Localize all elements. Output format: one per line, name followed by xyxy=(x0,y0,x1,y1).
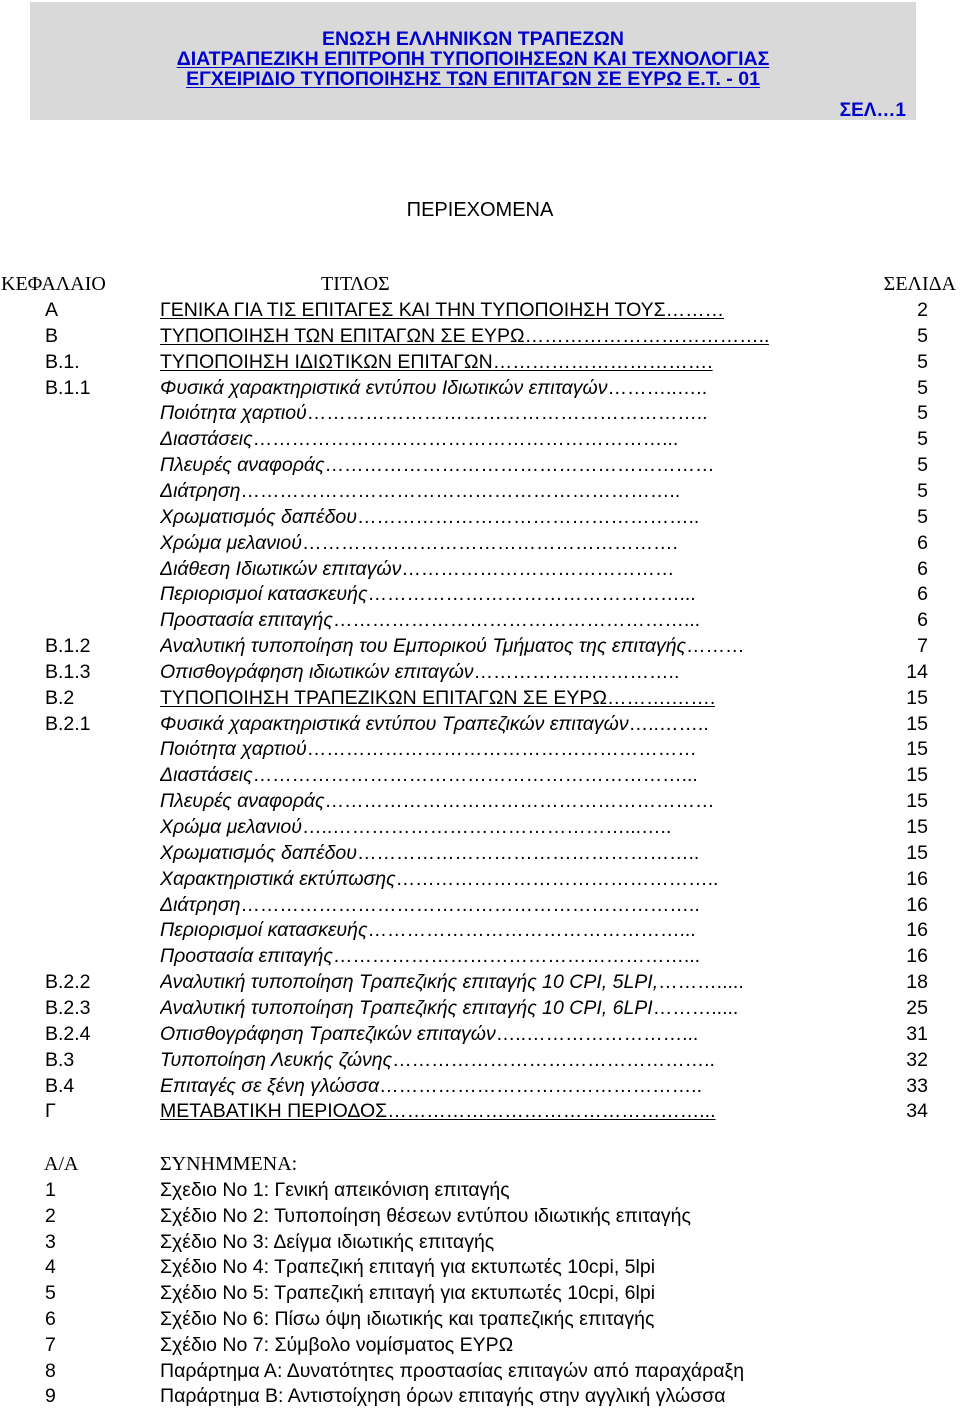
toc-leader-dots: …………………………………………………… xyxy=(324,454,715,477)
toc-title-text: Χρωματισμός δαπέδου xyxy=(160,505,357,528)
list-item xyxy=(0,1280,960,1306)
table-row xyxy=(0,478,960,504)
toc-title xyxy=(160,452,714,478)
toc-page-number: 5 xyxy=(917,479,928,502)
toc-leader-dots: …………………………………………………… xyxy=(306,738,697,761)
toc-title-text: Διαστάσεις xyxy=(160,764,253,787)
toc-leader-dots: …………………………………………... xyxy=(367,919,696,942)
toc-code: Β.1. xyxy=(45,350,80,373)
toc-title-text: Αναλυτική τυποποίηση Τραπεζικής επιταγής 10 CPI, 6LPI xyxy=(160,996,653,1019)
toc-title xyxy=(160,762,698,788)
attachment-title: Σχέδιο Νο 3: Δείγμα ιδιωτικής επιταγής xyxy=(160,1230,495,1253)
toc-title xyxy=(160,736,697,762)
attachment-number: 4 xyxy=(45,1256,56,1279)
attachment-title: Σχέδιο Νο 2: Τυποποίηση θέσεων εντύπου ιδιωτικής επιταγής xyxy=(160,1204,691,1227)
toc-title-text: Διαστάσεις xyxy=(160,428,253,451)
header-committee: ΔΙΑΤΡΑΠΕΖΙΚΗ ΕΠΙΤΡΟΠΗ ΤΥΠΟΠΟΙΗΣΕΩΝ ΚΑΙ ΤΕΧΝΟΛΟΓΙΑΣ xyxy=(176,48,770,70)
toc-page-number: 16 xyxy=(906,945,928,968)
toc-title-text: Τυποποίηση Λευκής ζώνης xyxy=(160,1048,393,1071)
list-item xyxy=(0,1383,960,1409)
table-row xyxy=(0,814,960,840)
toc-title xyxy=(160,866,718,892)
attachment-number: 5 xyxy=(45,1282,56,1305)
toc-page-number: 5 xyxy=(917,454,928,477)
table-row xyxy=(0,426,960,452)
toc-title xyxy=(160,969,744,995)
toc-title-text: Αναλυτική τυποποίηση Τραπεζικής επιταγής 10 CPI, 5LPI, xyxy=(160,971,659,994)
toc-code: Β.2.4 xyxy=(45,1022,91,1045)
column-header-page: ΣΕΛΙΔΑ xyxy=(883,273,956,295)
toc-code: Β xyxy=(45,324,59,347)
table-row xyxy=(0,788,960,814)
toc-leader-dots: ……… xyxy=(665,299,725,321)
toc-title xyxy=(160,840,699,866)
toc-leader-dots: …………………………………………………….. xyxy=(306,402,708,425)
toc-title-text: ΓΕΝΙΚΑ ΓΙΑ ΤΙΣ ΕΠΙΤΑΓΕΣ ΚΑΙ ΤΗΝ ΤΥΠΟΠΟΙΗΣΗ ΤΟΥΣ xyxy=(160,299,666,321)
toc-page-number: 2 xyxy=(917,299,928,321)
table-row xyxy=(0,556,960,582)
toc-title-text: Οπισθογράφηση Τραπεζικών επιταγών xyxy=(160,1022,496,1045)
toc-page-number: 15 xyxy=(906,686,928,709)
toc-title xyxy=(160,581,696,607)
toc-title-text: Φυσικά χαρακτηριστικά εντύπου Τραπεζικών επιταγών xyxy=(160,712,629,735)
toc-page-number: 6 xyxy=(917,609,928,632)
table-row xyxy=(0,995,960,1021)
header-page-number: ΣΕΛ…1 xyxy=(839,100,906,121)
toc-leader-dots: …………………………………………………………….. xyxy=(240,893,700,916)
toc-leader-dots: ………………………………………………………... xyxy=(252,428,679,451)
toc-leader-dots: ………………………………………….. xyxy=(395,867,719,890)
table-row xyxy=(0,633,960,659)
toc-title-text: Διάτρηση xyxy=(160,893,241,916)
toc-code: Β.2.3 xyxy=(45,996,91,1019)
toc-page-number: 32 xyxy=(906,1048,928,1071)
toc-title xyxy=(160,323,769,349)
toc-page-number: 15 xyxy=(906,841,928,864)
table-row xyxy=(0,323,960,349)
toc-page-number: 16 xyxy=(906,919,928,942)
toc-page-number: 31 xyxy=(906,1022,928,1045)
table-row xyxy=(0,892,960,918)
list-item xyxy=(0,1229,960,1255)
toc-title xyxy=(160,530,678,556)
table-row xyxy=(0,1098,960,1124)
toc-title-text: Προστασία επιταγής xyxy=(160,609,333,632)
toc-leader-dots: ……………………………. xyxy=(492,350,713,373)
toc-page-number: 5 xyxy=(917,402,928,425)
toc-title-text: Φυσικά χαρακτηριστικά εντύπου Ιδιωτικών επιταγών xyxy=(160,376,608,399)
table-row xyxy=(0,762,960,788)
toc-title-text: Χρώμα μελανιού xyxy=(160,816,302,838)
toc-leader-dots: …..………………………………………...….. xyxy=(301,816,672,838)
table-row xyxy=(0,1047,960,1073)
toc-page-number: 15 xyxy=(906,816,928,838)
table-row xyxy=(0,969,960,995)
toc-leader-dots: ………………………….. xyxy=(473,660,680,683)
toc-title-text: ΤΥΠΟΠΟΙΗΣΗ ΤΩΝ ΕΠΙΤΑΓΩΝ ΣΕ ΕΥΡΩ xyxy=(160,324,525,347)
toc-title-text: Χρώμα μελανιού xyxy=(160,531,302,554)
toc-title xyxy=(160,814,671,840)
attachment-number: 3 xyxy=(45,1230,56,1253)
toc-code: Β.4 xyxy=(45,1074,75,1097)
toc-code: Β.1.3 xyxy=(45,660,91,683)
toc-code: Β.2.1 xyxy=(45,712,91,735)
table-row xyxy=(0,1021,960,1047)
attachment-title: Σχέδιο Νο 6: Πίσω όψη ιδιωτικής και τραπεζικής επιταγής xyxy=(160,1308,655,1330)
toc-leader-dots: …..…….. xyxy=(628,712,709,735)
toc-leader-dots: …………………………………………………. xyxy=(301,531,678,554)
attachment-number: 8 xyxy=(45,1359,56,1382)
toc-leader-dots: ………………………………………….. xyxy=(392,1048,715,1071)
toc-title-text: Οπισθογράφηση ιδιωτικών επιταγών xyxy=(160,660,474,683)
toc-title-text: Ποιότητα χαρτιού xyxy=(160,402,307,425)
toc-page-number: 16 xyxy=(906,893,928,916)
table-row xyxy=(0,297,960,323)
toc-page-number: 18 xyxy=(906,971,928,994)
toc-title xyxy=(160,892,700,918)
toc-page-number: 6 xyxy=(917,583,928,606)
toc-page-number: 5 xyxy=(917,350,928,373)
table-row xyxy=(0,504,960,530)
table-row xyxy=(0,530,960,556)
column-header-chapter: ΚΕΦΑΛΑΙΟ xyxy=(1,273,106,295)
attachments-header-code: Α/Α xyxy=(44,1153,79,1175)
table-row xyxy=(0,400,960,426)
toc-title xyxy=(160,297,724,323)
toc-title-text: ΜΕΤΑΒΑΤΙΚΗ ΠΕΡΙΟΔΟΣ xyxy=(160,1100,388,1123)
attachment-number: 7 xyxy=(45,1333,56,1356)
toc-title-text: Διάτρηση xyxy=(160,479,241,502)
attachment-title: Παράρτημα Α: Δυνατότητες προστασίας επιταγών από παραχάραξη xyxy=(160,1359,745,1382)
toc-leader-dots: ………………………………………………... xyxy=(332,945,701,968)
toc-title-text: Ποιότητα χαρτιού xyxy=(160,738,307,761)
toc-leader-dots: …………………………………………... xyxy=(367,583,696,606)
toc-title xyxy=(160,659,679,685)
table-row xyxy=(0,917,960,943)
table-row xyxy=(0,840,960,866)
toc-title xyxy=(160,995,738,1021)
toc-leader-dots: …………………………………… xyxy=(401,557,675,580)
toc-title xyxy=(160,943,700,969)
toc-title-text: Χαρακτηριστικά εκτύπωσης xyxy=(160,867,396,890)
toc-leader-dots: ………..... xyxy=(658,971,744,994)
toc-title xyxy=(160,711,709,737)
attachment-number: 9 xyxy=(45,1385,56,1408)
list-item xyxy=(0,1358,960,1384)
toc-title xyxy=(160,349,713,375)
toc-leader-dots: …………………………………………... xyxy=(387,1100,716,1123)
toc-title-text: Διάθεση Ιδιωτικών επιταγών xyxy=(160,557,402,580)
attachment-number: 2 xyxy=(45,1204,56,1227)
toc-leader-dots: ……….……. xyxy=(606,686,716,709)
toc-title-text: Πλευρές αναφοράς xyxy=(160,454,325,477)
list-item xyxy=(0,1203,960,1229)
toc-code: Α xyxy=(45,299,59,321)
toc-page-number: 5 xyxy=(917,428,928,451)
toc-page-number: 15 xyxy=(906,764,928,787)
toc-title-text: Περιορισμοί κατασκευής xyxy=(160,583,368,606)
toc-page-number: 33 xyxy=(906,1074,928,1097)
toc-leader-dots: …………………………………………………… xyxy=(324,790,715,813)
toc-page-number: 5 xyxy=(917,324,928,347)
toc-page-number: 16 xyxy=(906,867,928,890)
toc-title-text: Χρωματισμός δαπέδου xyxy=(160,841,357,864)
table-row xyxy=(0,349,960,375)
toc-title xyxy=(160,426,678,452)
table-row xyxy=(0,375,960,401)
toc-title xyxy=(160,917,696,943)
table-row xyxy=(0,736,960,762)
toc-leader-dots: ………..….. xyxy=(607,376,708,399)
toc-title xyxy=(160,400,708,426)
table-row xyxy=(0,685,960,711)
toc-leader-dots: …………………………………………………………... xyxy=(252,764,698,787)
table-row xyxy=(0,659,960,685)
toc-title xyxy=(160,685,715,711)
column-header-title: ΤΙΤΛΟΣ xyxy=(321,273,390,295)
toc-leader-dots: …………………………………………….. xyxy=(356,841,700,864)
toc-title-text: ΤΥΠΟΠΟΙΗΣΗ ΙΔΙΩΤΙΚΩΝ ΕΠΙΤΑΓΩΝ xyxy=(160,350,493,373)
toc-title xyxy=(160,788,714,814)
toc-code: Β.1.1 xyxy=(45,376,91,399)
table-row xyxy=(0,581,960,607)
toc-title xyxy=(160,1047,715,1073)
attachment-title: Σχεδιο Νο 1: Γενική απεικόνιση επιταγής xyxy=(160,1179,510,1201)
toc-leader-dots: ……… xyxy=(686,635,745,658)
attachment-number: 1 xyxy=(45,1179,56,1201)
attachment-number: 6 xyxy=(45,1308,56,1330)
toc-page-number: 5 xyxy=(917,505,928,528)
toc-title-text: ΤΥΠΟΠΟΙΗΣΗ ΤΡΑΠΕΖΙΚΩΝ ΕΠΙΤΑΓΩΝ ΣΕ ΕΥΡΩ xyxy=(160,686,607,709)
toc-title xyxy=(160,504,699,530)
toc-page-number: 14 xyxy=(906,660,928,683)
toc-title xyxy=(160,633,745,659)
toc-page-number: 15 xyxy=(906,790,928,813)
toc-title-text: Περιορισμοί κατασκευής xyxy=(160,919,368,942)
toc-leader-dots: …..……………………... xyxy=(495,1022,699,1045)
toc-title xyxy=(160,1073,702,1099)
toc-leader-dots: ………..... xyxy=(652,996,739,1019)
toc-page-number: 7 xyxy=(917,635,928,658)
toc-title xyxy=(160,556,674,582)
toc-title xyxy=(160,375,707,401)
header-organization: ΕΝΩΣΗ ΕΛΛΗΝΙΚΩΝ ΤΡΑΠΕΖΩΝ xyxy=(321,28,624,50)
toc-page-number: 15 xyxy=(906,712,928,735)
toc-title-text: Αναλυτική τυποποίηση του Εμπορικού Τμήματος της επιταγής xyxy=(160,635,687,658)
table-row xyxy=(0,711,960,737)
toc-leader-dots: ………………………………………………………….. xyxy=(240,479,681,502)
table-row xyxy=(0,866,960,892)
toc-page-number: 5 xyxy=(917,376,928,399)
toc-code: Β.1.2 xyxy=(45,635,91,658)
toc-page-number: 25 xyxy=(906,996,928,1019)
list-item xyxy=(0,1177,960,1203)
toc-leader-dots: …………………………………………….. xyxy=(356,505,700,528)
table-row xyxy=(0,452,960,478)
toc-leader-dots: ……………………………….. xyxy=(524,324,770,347)
attachment-title: Παράρτημα Β: Αντιστοίχηση όρων επιταγής στην αγγλική γλώσσα xyxy=(160,1385,726,1408)
toc-leader-dots: ………………………………………….. xyxy=(379,1074,702,1097)
list-item xyxy=(0,1332,960,1358)
attachments-header-title: ΣΥΝΗΜΜΕΝΑ: xyxy=(160,1153,298,1175)
toc-title xyxy=(160,478,680,504)
toc-page-number: 6 xyxy=(917,557,928,580)
toc-leader-dots: ………………………………………………... xyxy=(332,609,701,632)
toc-code: Β.2.2 xyxy=(45,971,91,994)
toc-title-text: Πλευρές αναφοράς xyxy=(160,790,325,813)
attachment-title: Σχέδιο Νο 4: Τραπεζική επιταγή για εκτυπωτές 10cpi, 5lpi xyxy=(160,1256,656,1279)
page-header xyxy=(30,2,916,120)
toc-page-number: 6 xyxy=(917,531,928,554)
header-manual-title: ΕΓΧΕΙΡΙΔΙΟ ΤΥΠΟΠΟΙΗΣΗΣ ΤΩΝ ΕΠΙΤΑΓΩΝ ΣΕ ΕΥΡΩ Ε.Τ. - 01 xyxy=(186,68,760,90)
attachment-title: Σχέδιο Νο 5: Τραπεζική επιταγή για εκτυπωτές 10cpi, 6lpi xyxy=(160,1282,656,1305)
toc-title-text: Επιταγές σε ξένη γλώσσα xyxy=(160,1074,380,1097)
toc-code: Γ xyxy=(45,1100,56,1123)
table-row xyxy=(0,943,960,969)
attachment-title: Σχέδιο Νο 7: Σύμβολο νομίσματος ΕΥΡΩ xyxy=(160,1333,514,1356)
toc-code: Β.3 xyxy=(45,1048,75,1071)
toc-code: Β.2 xyxy=(45,686,75,709)
toc-page-number: 34 xyxy=(906,1100,928,1123)
list-item xyxy=(0,1254,960,1280)
toc-title-text: Προστασία επιταγής xyxy=(160,945,333,968)
toc-page-number: 15 xyxy=(906,738,928,761)
table-row xyxy=(0,1073,960,1099)
toc-title xyxy=(160,1098,716,1124)
list-item xyxy=(0,1306,960,1332)
table-row xyxy=(0,607,960,633)
toc-title xyxy=(160,607,700,633)
contents-title: ΠΕΡΙΕΧΟΜΕΝΑ xyxy=(406,199,554,221)
toc-title xyxy=(160,1021,698,1047)
